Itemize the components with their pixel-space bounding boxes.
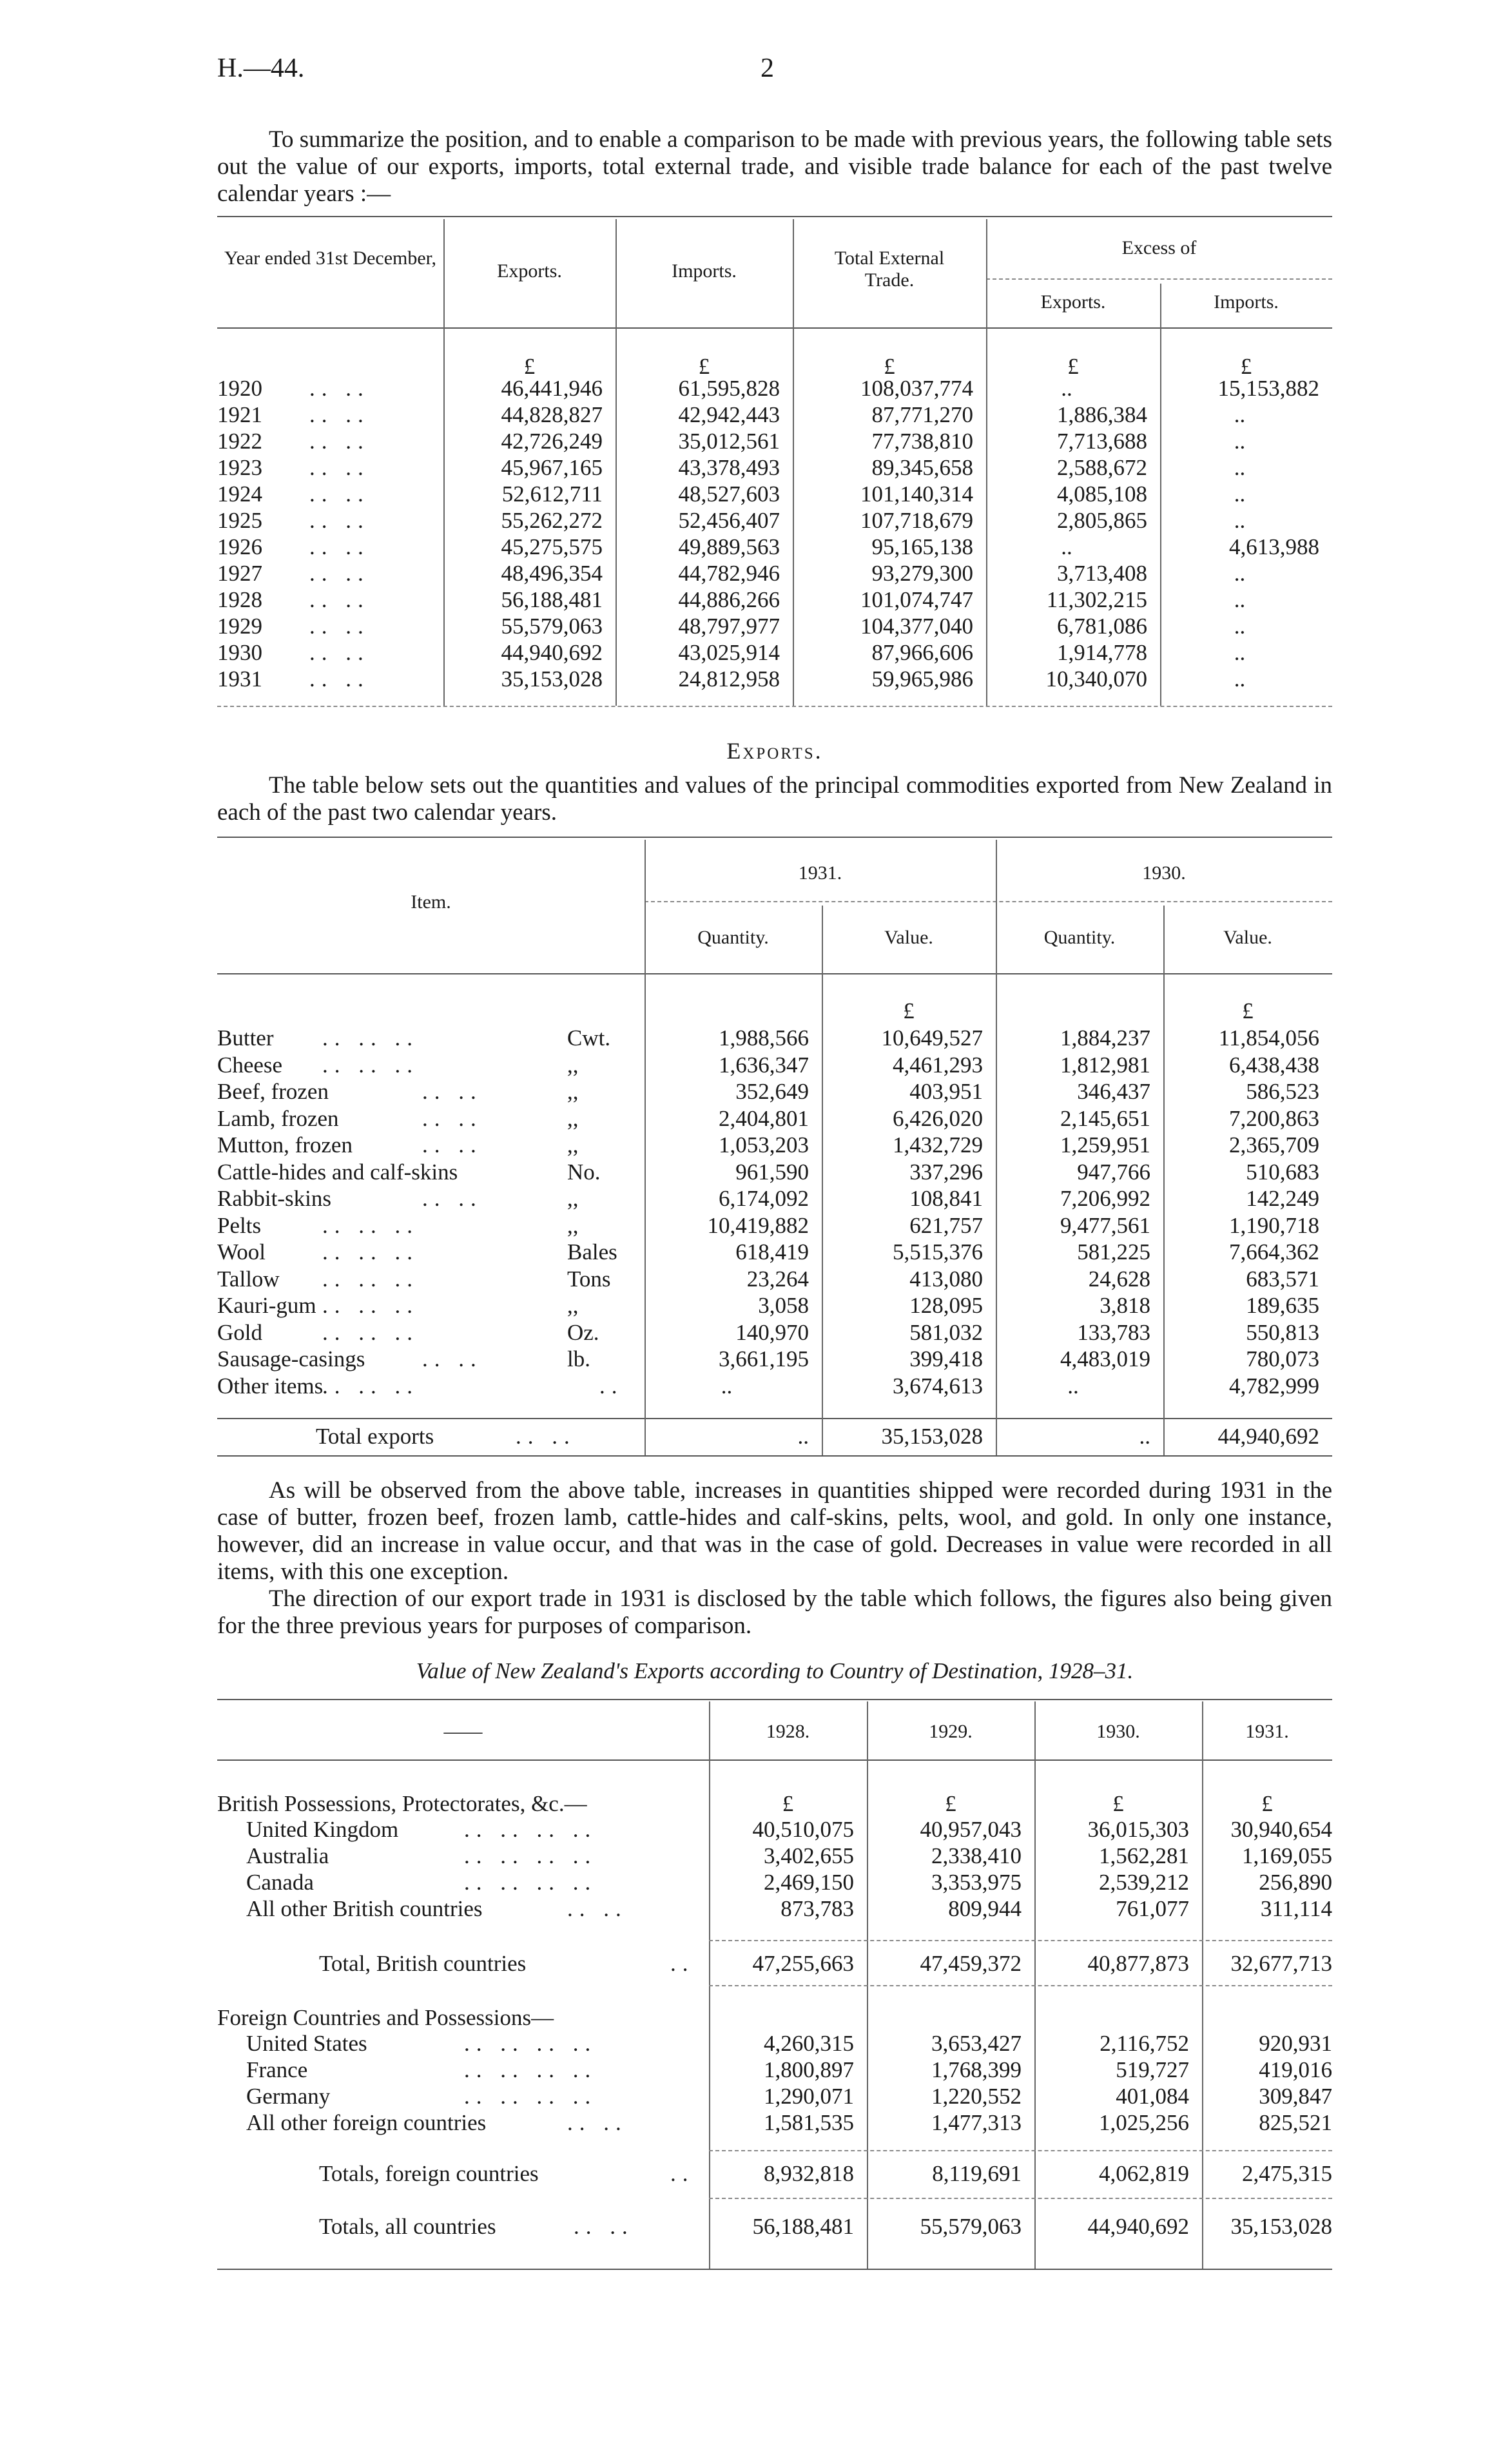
commodity-item: Kauri-gum: [217, 1293, 316, 1318]
value-1931: 337,296: [909, 1159, 983, 1185]
value-1929: 3,653,427: [931, 2031, 1022, 2056]
value-1930: 2,116,752: [1100, 2031, 1189, 2056]
row-excess-imports: ..: [1234, 587, 1246, 612]
country-name: All other foreign countries: [246, 2110, 487, 2135]
commodity-item: Lamb, frozen: [217, 1106, 339, 1131]
header-total-trade: Total External Trade.: [834, 247, 945, 291]
quantity-1931: 23,264: [746, 1266, 809, 1292]
commodity-item: Tallow: [217, 1266, 280, 1292]
commodity-unit: ,,: [567, 1186, 579, 1211]
quantity-1931: 1,636,347: [719, 1052, 809, 1078]
foreign-heading: Foreign Countries and Possessions—: [217, 2005, 554, 2030]
commodity-unit: lb.: [567, 1346, 590, 1371]
row-exports: 45,967,165: [501, 455, 603, 480]
value-1928: 2,469,150: [764, 1870, 854, 1895]
header-year: Year ended 31st December,: [224, 247, 436, 269]
country-name: All other British countries: [246, 1896, 483, 1921]
value-1930: 11,854,056: [1218, 1025, 1319, 1051]
quantity-1930: 133,783: [1077, 1320, 1150, 1345]
value-1930: 7,200,863: [1229, 1106, 1319, 1131]
row-imports: 48,797,977: [678, 614, 780, 639]
header-value-1930: Value.: [1223, 927, 1272, 948]
value-1931: 311,114: [1260, 1896, 1332, 1921]
commodity-unit: Tons: [567, 1266, 611, 1292]
quantity-1931: 140,970: [735, 1320, 809, 1345]
value-1930: 1,025,256: [1099, 2110, 1189, 2135]
row-exports: 52,612,711: [501, 481, 603, 507]
value-1930: 1,190,718: [1229, 1213, 1319, 1238]
british-total-label: Total, British countries: [319, 1951, 527, 1976]
british-total-1928: 47,255,663: [752, 1951, 854, 1976]
header-year-1931: 1931.: [798, 862, 842, 884]
country-name: Canada: [246, 1870, 314, 1895]
row-exports: 44,828,827: [501, 402, 603, 427]
value-1928: 3,402,655: [764, 1843, 854, 1868]
value-1931: 309,847: [1259, 2084, 1332, 2109]
header-exports: Exports.: [497, 260, 562, 282]
commodity-item: Rabbit-skins: [217, 1186, 331, 1211]
value-1929: 3,353,975: [931, 1870, 1022, 1895]
row-exports: 45,275,575: [501, 534, 603, 559]
row-excess-exports: ..: [1061, 534, 1072, 559]
british-total-1930: 40,877,873: [1087, 1951, 1189, 1976]
row-total-trade: 87,771,270: [871, 402, 973, 427]
destination-table-caption: Value of New Zealand's Exports according to Country of Destination, 1928–31.: [416, 1658, 1134, 1683]
value-1931: 413,080: [909, 1266, 983, 1292]
british-total-1931: 32,677,713: [1230, 1951, 1332, 1976]
row-exports: 35,153,028: [501, 666, 603, 692]
row-excess-imports: ..: [1234, 640, 1246, 665]
foreign-total-1929: 8,119,691: [932, 2161, 1022, 2186]
row-year: 1922: [217, 429, 262, 454]
value-1930: 519,727: [1116, 2057, 1189, 2082]
row-exports: 42,726,249: [501, 429, 603, 454]
quantity-1930: 24,628: [1088, 1266, 1150, 1292]
commodity-unit: ,,: [567, 1079, 579, 1104]
header-value-1931: Value.: [884, 927, 933, 948]
currency-symbol: £: [1112, 1791, 1124, 1816]
total-exports-label: Total exports: [316, 1424, 434, 1449]
header-quantity-1930: Quantity.: [1043, 927, 1116, 948]
header-blank: ——: [443, 1721, 483, 1742]
row-total-trade: 87,966,606: [871, 640, 973, 665]
value-1929: 1,768,399: [931, 2057, 1022, 2082]
header-excess-imports: Imports.: [1214, 291, 1279, 313]
row-imports: 24,812,958: [678, 666, 780, 692]
exports-paragraph: The table below sets out the quantities and values of the principal commodities exported from New Zealand in each of the past two calendar years.: [217, 772, 1332, 826]
row-excess-imports: ..: [1234, 455, 1246, 480]
british-total-1929: 47,459,372: [920, 1951, 1022, 1976]
row-imports: 43,025,914: [678, 640, 780, 665]
row-imports: 48,527,603: [678, 481, 780, 507]
row-total-trade: 108,037,774: [860, 376, 973, 401]
value-1931: 403,951: [909, 1079, 983, 1104]
value-1930: 401,084: [1116, 2084, 1189, 2109]
value-1931: 920,931: [1259, 2031, 1332, 2056]
header-item: Item.: [411, 891, 451, 913]
quantity-1931: 3,661,195: [719, 1346, 809, 1371]
row-year: 1928: [217, 587, 262, 612]
header-quantity-1931: Quantity.: [697, 927, 769, 948]
commodity-unit: ,,: [567, 1106, 579, 1131]
row-imports: 42,942,443: [678, 402, 780, 427]
british-heading: British Possessions, Protectorates, &c.—: [217, 1791, 587, 1816]
currency-symbol: £: [782, 1791, 794, 1816]
row-total-trade: 101,140,314: [860, 481, 973, 507]
row-year: 1920: [217, 376, 262, 401]
quantity-1930: 1,884,237: [1060, 1025, 1150, 1051]
row-excess-exports: 6,781,086: [1057, 614, 1147, 639]
value-1931: 621,757: [909, 1213, 983, 1238]
row-imports: 35,012,561: [678, 429, 780, 454]
grand-total-1930: 44,940,692: [1087, 2214, 1189, 2239]
row-exports: 55,262,272: [501, 508, 603, 533]
value-1931: 10,649,527: [881, 1025, 983, 1051]
total-value-1931: 35,153,028: [881, 1424, 983, 1449]
exports-heading: Exports.: [726, 738, 823, 764]
row-excess-exports: 1,886,384: [1057, 402, 1147, 427]
header-year-1930: 1930.: [1142, 862, 1186, 884]
value-1930: 6,438,438: [1229, 1052, 1319, 1078]
header-excess-exports: Exports.: [1040, 291, 1106, 313]
row-total-trade: 77,738,810: [871, 429, 973, 454]
value-1931: 5,515,376: [893, 1239, 983, 1265]
total-value-1930: 44,940,692: [1217, 1424, 1319, 1449]
row-excess-imports: ..: [1234, 666, 1246, 692]
currency-symbol: £: [945, 1791, 956, 1816]
country-name: Germany: [246, 2084, 331, 2109]
commodity-unit: ,,: [567, 1132, 579, 1158]
value-1931: 256,890: [1259, 1870, 1332, 1895]
header-imports: Imports.: [672, 260, 737, 282]
value-1931: 6,426,020: [893, 1106, 983, 1131]
grand-total-1931: 35,153,028: [1230, 2214, 1332, 2239]
row-total-trade: 104,377,040: [860, 614, 973, 639]
commodity-unit: ,,: [567, 1052, 579, 1078]
value-1929: 1,477,313: [931, 2110, 1022, 2135]
commodity-item: Beef, frozen: [217, 1079, 329, 1104]
row-year: 1929: [217, 614, 262, 639]
currency-symbol: £: [1242, 998, 1254, 1023]
row-excess-imports: 4,613,988: [1229, 534, 1319, 559]
value-1928: 4,260,315: [764, 2031, 854, 2056]
value-1931: 581,032: [909, 1320, 983, 1345]
currency-symbol: £: [1240, 354, 1252, 379]
quantity-1930: 9,477,561: [1060, 1213, 1150, 1238]
row-excess-imports: ..: [1234, 614, 1246, 639]
header-1929: 1929.: [929, 1721, 973, 1742]
row-exports: 56,188,481: [501, 587, 603, 612]
page-number: 2: [761, 53, 774, 83]
value-1931: 399,418: [909, 1346, 983, 1371]
commodity-item: Pelts: [217, 1213, 262, 1238]
quantity-1930: 1,812,981: [1060, 1052, 1150, 1078]
row-imports: 49,889,563: [678, 534, 780, 559]
row-imports: 44,782,946: [678, 561, 780, 586]
row-excess-exports: ..: [1061, 376, 1072, 401]
value-1930: 586,523: [1246, 1079, 1319, 1104]
row-year: 1924: [217, 481, 262, 507]
row-imports: 52,456,407: [678, 508, 780, 533]
row-total-trade: 107,718,679: [860, 508, 973, 533]
foreign-total-1930: 4,062,819: [1099, 2161, 1189, 2186]
country-name: France: [246, 2057, 308, 2082]
row-year: 1926: [217, 534, 262, 559]
row-excess-exports: 2,805,865: [1057, 508, 1147, 533]
currency-symbol: £: [884, 354, 895, 379]
commodity-item: Cattle-hides and calf-skins: [217, 1159, 458, 1185]
currency-symbol: £: [1067, 354, 1079, 379]
value-1930: 550,813: [1246, 1320, 1319, 1345]
foreign-total-1931: 2,475,315: [1242, 2161, 1332, 2186]
row-excess-exports: 7,713,688: [1057, 429, 1147, 454]
quantity-1931: 10,419,882: [707, 1213, 809, 1238]
value-1930: 189,635: [1246, 1293, 1319, 1318]
value-1931: 419,016: [1259, 2057, 1332, 2082]
currency-symbol: £: [523, 354, 536, 379]
row-excess-imports: ..: [1234, 402, 1246, 427]
country-name: United Kingdom: [246, 1817, 399, 1842]
foreign-total-1928: 8,932,818: [764, 2161, 854, 2186]
currency-symbol: £: [1261, 1791, 1273, 1816]
total-quantity-1930: ..: [1139, 1424, 1150, 1449]
commodity-unit: ,,: [567, 1293, 579, 1318]
quantity-1930: 4,483,019: [1060, 1346, 1150, 1371]
value-1928: 1,290,071: [764, 2084, 854, 2109]
value-1929: 40,957,043: [920, 1817, 1022, 1842]
value-1930: 2,539,212: [1099, 1870, 1189, 1895]
value-1931: 1,169,055: [1242, 1843, 1332, 1868]
row-excess-imports: ..: [1234, 429, 1246, 454]
row-exports: 46,441,946: [501, 376, 603, 401]
commodity-unit: No.: [567, 1159, 601, 1185]
commodity-item: Other items: [217, 1373, 324, 1399]
quantity-1930: 3,818: [1100, 1293, 1150, 1318]
grand-total-1928: 56,188,481: [752, 2214, 854, 2239]
row-excess-imports: ..: [1234, 481, 1246, 507]
commodity-item: Mutton, frozen: [217, 1132, 353, 1158]
value-1929: 809,944: [948, 1896, 1022, 1921]
row-excess-exports: 2,588,672: [1057, 455, 1147, 480]
value-1928: 40,510,075: [752, 1817, 854, 1842]
header-1931: 1931.: [1245, 1721, 1289, 1742]
value-1931: 1,432,729: [893, 1132, 983, 1158]
row-total-trade: 101,074,747: [860, 587, 973, 612]
quantity-1930: 581,225: [1077, 1239, 1150, 1265]
row-excess-exports: 10,340,070: [1045, 666, 1147, 692]
row-year: 1921: [217, 402, 262, 427]
quantity-1931: 1,988,566: [719, 1025, 809, 1051]
value-1930: 4,782,999: [1229, 1373, 1319, 1399]
quantity-1931: 6,174,092: [719, 1186, 809, 1211]
commodity-item: Wool: [217, 1239, 266, 1265]
commodity-item: Sausage-casings: [217, 1346, 365, 1371]
value-1930: 2,365,709: [1229, 1132, 1319, 1158]
quantity-1931: 618,419: [735, 1239, 809, 1265]
row-excess-exports: 3,713,408: [1057, 561, 1147, 586]
value-1931: 108,841: [909, 1186, 983, 1211]
row-excess-imports: ..: [1234, 508, 1246, 533]
value-1931: 4,461,293: [893, 1052, 983, 1078]
row-year: 1925: [217, 508, 262, 533]
document-page: H.—44. 2 To summarize the position, and to enable a comparison to be made with previous years, the following table sets out the value of our exports, imports, total external trade, and visible trade balance for each of the past twelve calendar years :— Year ended 31st December, Exports. Imports. Total External Trade. Excess of Exports. Imports. £ £ £ £ £ 1920 .. .. 46,441,946 61,595,828 108,037,774 .. 15,153,882 1921 .. .. 44,828,827 42,942,443 87,771,270 1,886,384 .. 1922 .. .. 42,726,249 35,012,561 77,738,810 7,713,688 .. 1923 .. .. 45,967,165 43,378,493 89,345,658 2,588,672 .. 1924 .. .. 52,612,711 48,527,603 101,140,314 4,085,108 .. 1925 .. .. 55,262,272 52,456,407 107,718,679 2,805,865 .. 1926 .. .. 45,275,575 49,889,563 95,165,138 .. 4,613,988 1927 .. .. 48,496,354 44,782,946 93,279,300 3,713,408 .. 1928 .. .. 56,188,481 44,886,266 101,074,747 11,302,215 .. 1929 .. .. 55,579,063 48,797,977 104,377,040 6,781,086 .. 1930 .. .. 44,940,692 43,025,914 87,966,606 1,914,778 .. 1931 .. .. 35,153,028 24,812,958 59,965,986 10,340,070 .. Exports. The table below sets out the quantities and values of the principal commodities exported from New Zealand in each of the past two calendar years. Item. 1931. 1930. Quantity. Value. Quantity. Value. £ £ Butter .. .. .. Cwt. 1,988,566 10,649,527 1,884,237 11,854,056 Cheese .. .. .. ,, 1,636,347 4,461,293 1,812,981 6,438,438 Beef, frozen .. .. ,, 352,649 403,951 346,437 586,523 Lamb, frozen .. .. ,, 2,404,801 6,426,020 2,145,651 7,200,863 Mutton, frozen .. .. ,, 1,053,203 1,432,729 1,259,951 2,365,709 Cattle-hides and calf-skins No. 961,590 337,296 947,766 510,683 Rabbit-skins .. .. ,, 6,174,092 108,841 7,206,992 142,249 Pelts .. .. .. ,, 10,419,882 621,757 9,477,561 1,190,718 Wool .. .. .. Bales 618,419 5,515,376 581,225 7,664,362 Tallow .. .. .. Tons 23,264 413,080 24,628 683,571 Kauri-gum .. .. .. ,, 3,058 128,095 3,818 189,635 Gold .. .. .. Oz. 140,970 581,032 133,783 550,813 Sausage-casings .. .. lb. 3,661,195 399,418 4,483,019 780,073 Other items .. .. .. .. .. 3,674,613 .. 4,782,999 Total exports .. .. .. 35,153,028 .. 44,940,692 As will be observed from the above table, increases in quantities shipped were recorded during 1931 in the case of butter, frozen beef, frozen lamb, cattle-hides and calf-skins, pelts, wool, and gold. In only one instance, however, did an increase in value occur, and that was in the case of gold. Decreases in value were recorded in all items, with this one exception. The direction of our export trade in 1931 is disclosed by the table which follows, the figures also being given for the three previous years for purposes of comparison. Value of New Zealand's Exports according to Country of Destination, 1928–31. —— 1928. 1929. 1930. 1931. British Possessions, Protectorates, &c.— £ £ £ £ United Kingdom .. .. .. .. 40,510,075 40,957,043 36,015,303 30,940,654 Australia .. .. .. .. 3,402,655 2,338,410 1,562,281 1,169,055 Canada .. .. .. .. 2,469,150 3,353,975 2,539,212 256,890 All other British countries .. .. 873,783 809,944 761,077 311,114 Total, British countries .. 47,255,663 47,459,372 40,877,873 32,677,713 Foreign Countries and Possessions— United States .. .. .. .. 4,260,315 3,653,427 2,116,752 920,931 France .. .. .. .. 1,800,897 1,768,399 519,727 419,016 Germany .. .. .. .. 1,290,071 1,220,552 401,084 309,847 All other foreign countries .. .. 1,581,535 1,477,313 1,025,256 825,521 Totals, foreign countries .. 8,932,818 8,119,691 4,062,819 2,475,315 Totals, all countries .. .. 56,188,481 55,579,063 44,940,692 35,153,028: [0, 0, 1512, 2442]
value-1931: 825,521: [1259, 2110, 1332, 2135]
value-1931: 3,674,613: [893, 1373, 983, 1399]
row-excess-imports: 15,153,882: [1217, 376, 1319, 401]
value-1928: 1,581,535: [764, 2110, 854, 2135]
header-excess-of: Excess of: [1121, 237, 1197, 258]
commodity-item: Cheese: [217, 1052, 283, 1078]
value-1930: 142,249: [1246, 1186, 1319, 1211]
value-1928: 873,783: [780, 1896, 854, 1921]
value-1928: 1,800,897: [764, 2057, 854, 2082]
row-exports: 55,579,063: [501, 614, 603, 639]
grand-total-1929: 55,579,063: [920, 2214, 1022, 2239]
commodity-item: Gold: [217, 1320, 262, 1345]
value-1930: 7,664,362: [1229, 1239, 1319, 1265]
row-excess-exports: 11,302,215: [1046, 587, 1147, 612]
quantity-1931: 3,058: [758, 1293, 809, 1318]
value-1930: 510,683: [1246, 1159, 1319, 1185]
row-total-trade: 93,279,300: [871, 561, 973, 586]
row-total-trade: 59,965,986: [871, 666, 973, 692]
currency-symbol: £: [698, 354, 710, 379]
country-name: United States: [246, 2031, 367, 2056]
quantity-1931: 961,590: [735, 1159, 809, 1185]
row-excess-imports: ..: [1234, 561, 1246, 586]
row-year: 1927: [217, 561, 262, 586]
value-1931: 30,940,654: [1230, 1817, 1332, 1842]
row-total-trade: 89,345,658: [871, 455, 973, 480]
quantity-1931: 352,649: [735, 1079, 809, 1104]
quantity-1930: 1,259,951: [1060, 1132, 1150, 1158]
quantity-1930: ..: [1067, 1373, 1079, 1399]
value-1929: 2,338,410: [931, 1843, 1022, 1868]
value-1930: 36,015,303: [1087, 1817, 1189, 1842]
intro-paragraph: To summarize the position, and to enable a comparison to be made with previous years, the following table sets out the value of our exports, imports, total external trade, and visible trade balance for each of the past twelve calendar years :—: [217, 126, 1332, 207]
commodity-unit: Bales: [567, 1239, 617, 1265]
quantity-1931: 1,053,203: [719, 1132, 809, 1158]
quantity-1930: 346,437: [1077, 1079, 1150, 1104]
row-exports: 48,496,354: [501, 561, 603, 586]
row-total-trade: 95,165,138: [871, 534, 973, 559]
value-1931: 128,095: [909, 1293, 983, 1318]
row-exports: 44,940,692: [501, 640, 603, 665]
commodity-unit: Cwt.: [567, 1025, 611, 1051]
document-code: H.—44.: [217, 53, 305, 83]
row-year: 1923: [217, 455, 262, 480]
commodity-item: Butter: [217, 1025, 274, 1051]
quantity-1930: 947,766: [1077, 1159, 1150, 1185]
value-1930: 683,571: [1246, 1266, 1319, 1292]
value-1930: 780,073: [1246, 1346, 1319, 1371]
commodity-unit: Oz.: [567, 1320, 599, 1345]
header-1928: 1928.: [766, 1721, 810, 1742]
grand-total-label: Totals, all countries: [319, 2214, 496, 2239]
quantity-1931: 2,404,801: [719, 1106, 809, 1131]
observation-paragraph: As will be observed from the above table, increases in quantities shipped were recorded during 1931 in the case of butter, frozen beef, frozen lamb, cattle-hides and calf-skins, pelts, wool, and gold. In only one instance, however, did an increase in value occur, and that was in the case of gold. Decreases in value were recorded in all items, with this one exception.: [217, 1477, 1332, 1585]
row-excess-exports: 4,085,108: [1057, 481, 1147, 507]
currency-symbol: £: [903, 998, 915, 1023]
row-imports: 43,378,493: [678, 455, 780, 480]
quantity-1931: ..: [721, 1373, 733, 1399]
row-excess-exports: 1,914,778: [1057, 640, 1147, 665]
direction-paragraph: The direction of our export trade in 1931 is disclosed by the table which follows, the figures also being given for the three previous years for purposes of comparison.: [217, 1585, 1332, 1639]
row-year: 1930: [217, 640, 262, 665]
row-imports: 61,595,828: [678, 376, 780, 401]
value-1930: 1,562,281: [1099, 1843, 1189, 1868]
quantity-1930: 2,145,651: [1060, 1106, 1150, 1131]
value-1929: 1,220,552: [931, 2084, 1022, 2109]
row-imports: 44,886,266: [678, 587, 780, 612]
foreign-total-label: Totals, foreign countries: [319, 2161, 539, 2186]
header-1930: 1930.: [1096, 1721, 1140, 1742]
commodity-unit: ,,: [567, 1213, 579, 1238]
row-year: 1931: [217, 666, 262, 692]
country-name: Australia: [246, 1843, 329, 1868]
quantity-1930: 7,206,992: [1060, 1186, 1150, 1211]
total-quantity-1931: ..: [797, 1424, 809, 1449]
value-1930: 761,077: [1116, 1896, 1189, 1921]
